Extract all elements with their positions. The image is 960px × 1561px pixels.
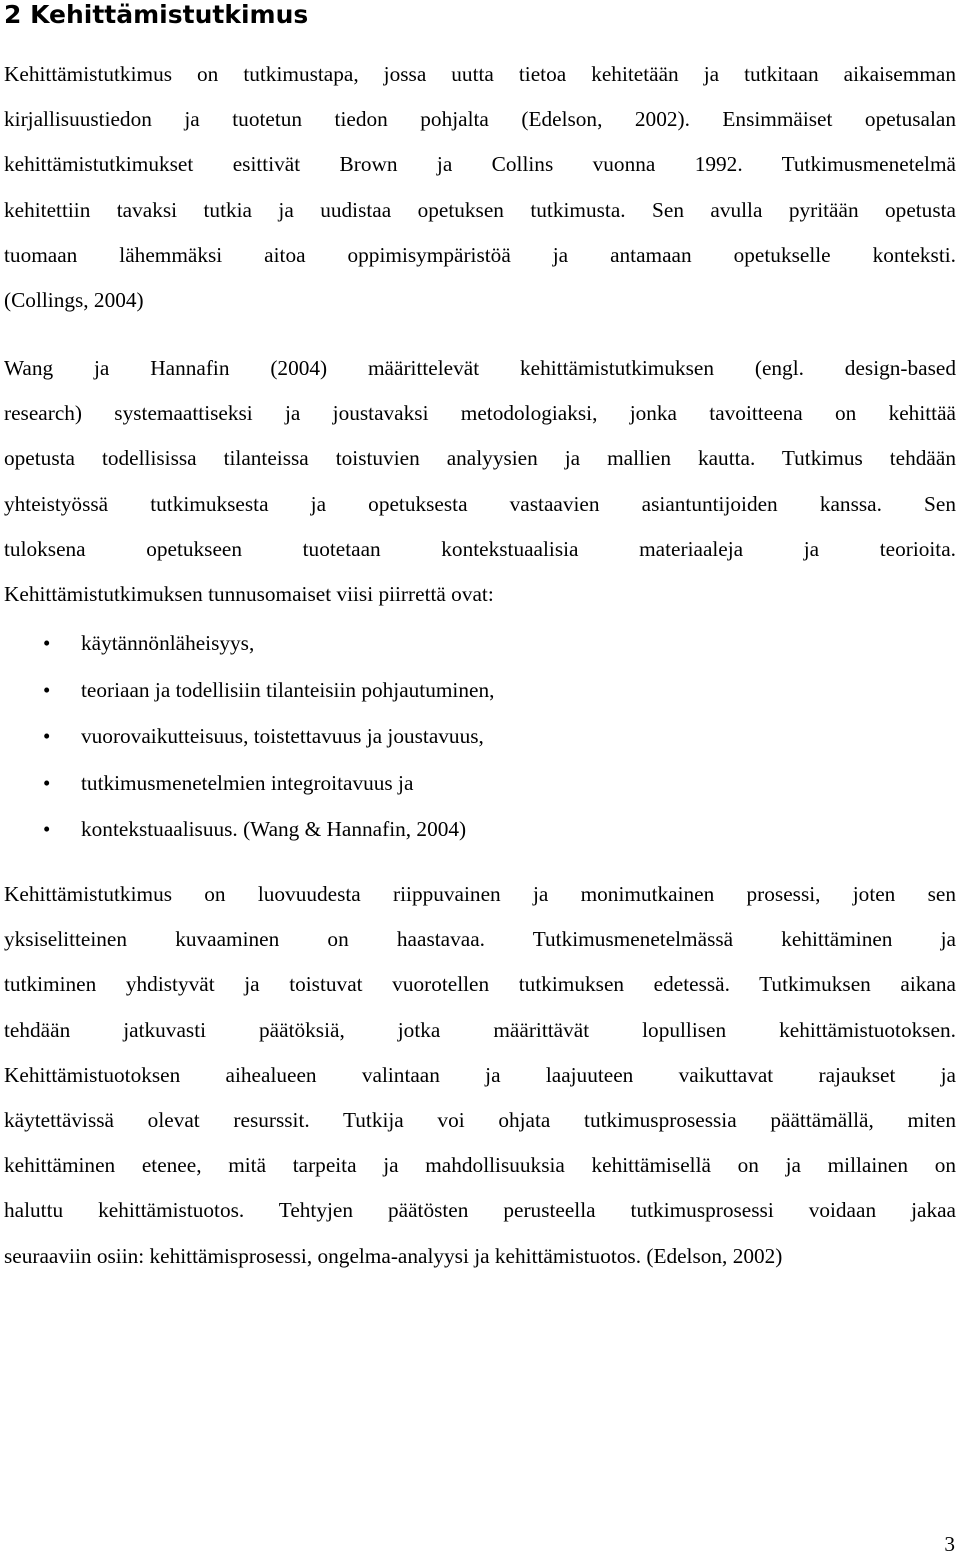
- text-line: Wang ja Hannafin (2004) määrittelevät kehittämistutkimuksen (engl. design-based: [4, 356, 956, 380]
- text-line: opetusta todellisissa tilanteissa toistuvien analyysien ja mallien kautta. Tutkimus tehdään: [4, 446, 956, 471]
- section-heading: 2 Kehittämistutkimus: [4, 0, 309, 29]
- text-line: kirjallisuustiedon ja tuotetun tiedon pohjalta (Edelson, 2002). Ensimmäiset opetusalan: [4, 107, 956, 132]
- list-item-text: käytännönläheisyys,: [81, 631, 255, 655]
- paragraph-process: [4, 872, 956, 1279]
- bullet-icon: •: [43, 677, 51, 702]
- text-line: (Collings, 2004): [4, 288, 144, 313]
- text-line: käytettävissä olevat resurssit. Tutkija voi ohjata tutkimusprosessia päättämällä, miten: [4, 1108, 956, 1133]
- text-line: kehittäminen etenee, mitä tarpeita ja mahdollisuuksia kehittämisellä on ja millainen on: [4, 1153, 956, 1178]
- list-item: [4, 620, 956, 667]
- text-line: haluttu kehittämistuotos. Tehtyjen päätösten perusteella tutkimusprosessi voidaan jakaa: [4, 1198, 956, 1223]
- list-item: [4, 667, 956, 714]
- text-line: Kehittämistutkimuksen tunnusomaiset viisi piirrettä ovat:: [4, 582, 494, 607]
- text-line: Kehittämistutkimus on luovuudesta riippuvainen ja monimutkainen prosessi, joten sen: [4, 882, 956, 906]
- bullet-icon: •: [43, 631, 51, 655]
- list-item-text: teoriaan ja todellisiin tilanteisiin pohjautuminen,: [81, 677, 495, 702]
- paragraph-wang-hannafin: [4, 346, 956, 617]
- list-item-text: vuorovaikutteisuus, toistettavuus ja joustavuus,: [81, 724, 484, 748]
- page-number: 3: [944, 1532, 955, 1556]
- features-list: [4, 620, 956, 853]
- text-line: kehitettiin tavaksi tutkia ja uudistaa opetuksen tutkimusta. Sen avulla pyritään opetusta: [4, 197, 956, 222]
- text-line: Kehittämistutkimus on tutkimustapa, jossa uutta tietoa kehitetään ja tutkitaan aikaisemman: [4, 62, 956, 86]
- bullet-icon: •: [43, 770, 51, 795]
- text-line: tutkiminen yhdistyvät ja toistuvat vuorotellen tutkimuksen edetessä. Tutkimuksen aikana: [4, 972, 956, 997]
- text-line: yksiselitteinen kuvaaminen on haastavaa. Tutkimusmenetelmässä kehittäminen ja: [4, 927, 956, 952]
- list-item: [4, 806, 956, 853]
- text-line: yhteistyössä tutkimuksesta ja opetuksesta vastaavien asiantuntijoiden kanssa. Sen: [4, 491, 956, 516]
- text-line: tuloksena opetukseen tuotetaan kontekstuaalisia materiaaleja ja teorioita.: [4, 536, 956, 561]
- text-line: tuomaan lähemmäksi aitoa oppimisympäristöä ja antamaan opetukselle konteksti.: [4, 242, 956, 267]
- text-line: tehdään jatkuvasti päätöksiä, jotka määrittävät lopullisen kehittämistuotoksen.: [4, 1017, 956, 1042]
- text-line: seuraaviin osiin: kehittämisprosessi, ongelma-analyysi ja kehittämistuotos. (Edelson, 2002): [4, 1243, 783, 1268]
- list-item: [4, 713, 956, 760]
- text-line: research) systemaattiseksi ja joustavaksi metodologiaksi, jonka tavoitteena on kehittää: [4, 401, 956, 426]
- list-item-text: tutkimusmenetelmien integroitavuus ja: [81, 770, 414, 795]
- text-line: Kehittämistuotoksen aihealueen valintaan ja laajuuteen vaikuttavat rajaukset ja: [4, 1062, 956, 1087]
- bullet-icon: •: [43, 724, 51, 748]
- bullet-icon: •: [43, 817, 51, 841]
- text-line: kehittämistutkimukset esittivät Brown ja Collins vuonna 1992. Tutkimusmenetelmä: [4, 152, 956, 177]
- list-item: [4, 760, 956, 807]
- list-item-text: kontekstuaalisuus. (Wang & Hannafin, 2004): [81, 817, 467, 841]
- paragraph-intro: [4, 52, 956, 323]
